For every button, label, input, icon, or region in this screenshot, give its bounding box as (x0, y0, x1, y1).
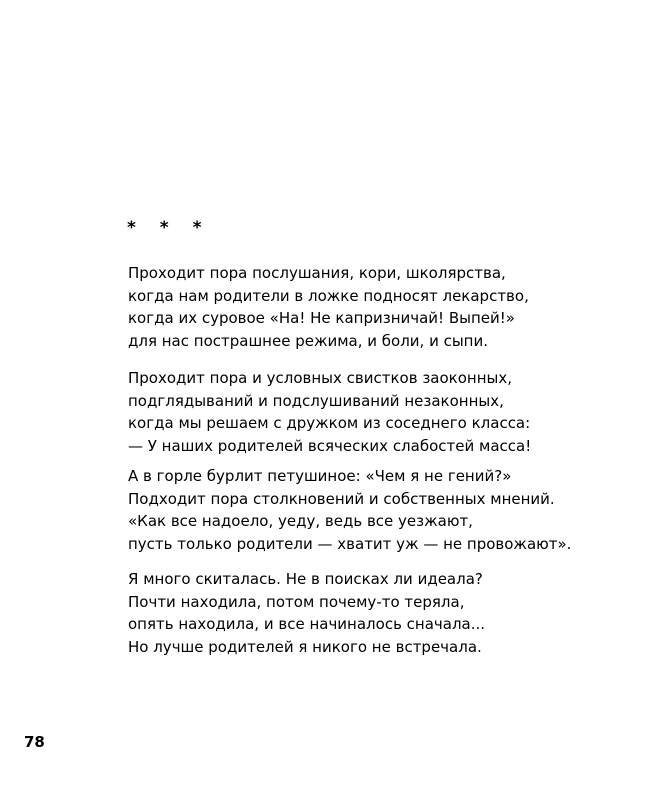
poem-line: Но лучше родителей я никого не встречала. (128, 637, 482, 656)
poem-line: подглядываний и подслушиваний незаконных, (128, 391, 504, 410)
poem-line: Почти находила, потом почему-то теряла, (128, 592, 465, 611)
poem-line: «Как все надоело, уеду, ведь все уезжают, (128, 512, 473, 531)
page-number: 78 (24, 733, 45, 751)
stanza-3 (128, 465, 571, 555)
poem-line: Проходит пора послушания, кори, школярства, (128, 264, 506, 282)
poem-line: А в горле бурлит петушиное: «Чем я не гений?» (128, 467, 512, 485)
poem-line: пусть только родители — хватит уж — не провожают». (128, 534, 572, 553)
poem-line: Подходит пора столкновений и собственных мнений. (128, 489, 555, 508)
section-separator: * * * (127, 218, 211, 238)
poem-line: когда мы решаем с дружком из соседнего класса: (128, 414, 531, 433)
poem-line: когда их суровое «На! Не капризничай! Выпей!» (128, 309, 515, 328)
poem-line: Проходит пора и условных свистков заоконных, (128, 369, 513, 387)
poem-line: когда нам родители в ложке подносят лекарство, (128, 286, 529, 305)
poem-line: Я много скиталась. Не в поисках ли идеала? (128, 570, 483, 588)
poem-line: — У наших родителей всяческих слабостей масса! (128, 436, 532, 455)
stanza-2 (128, 367, 531, 457)
stanza-4 (128, 568, 485, 658)
stanza-1 (128, 262, 529, 352)
poem-line: опять находила, и все начиналось сначала... (128, 615, 486, 634)
poem-line: для нас пострашнее режима, и боли, и сыпи. (128, 331, 489, 350)
